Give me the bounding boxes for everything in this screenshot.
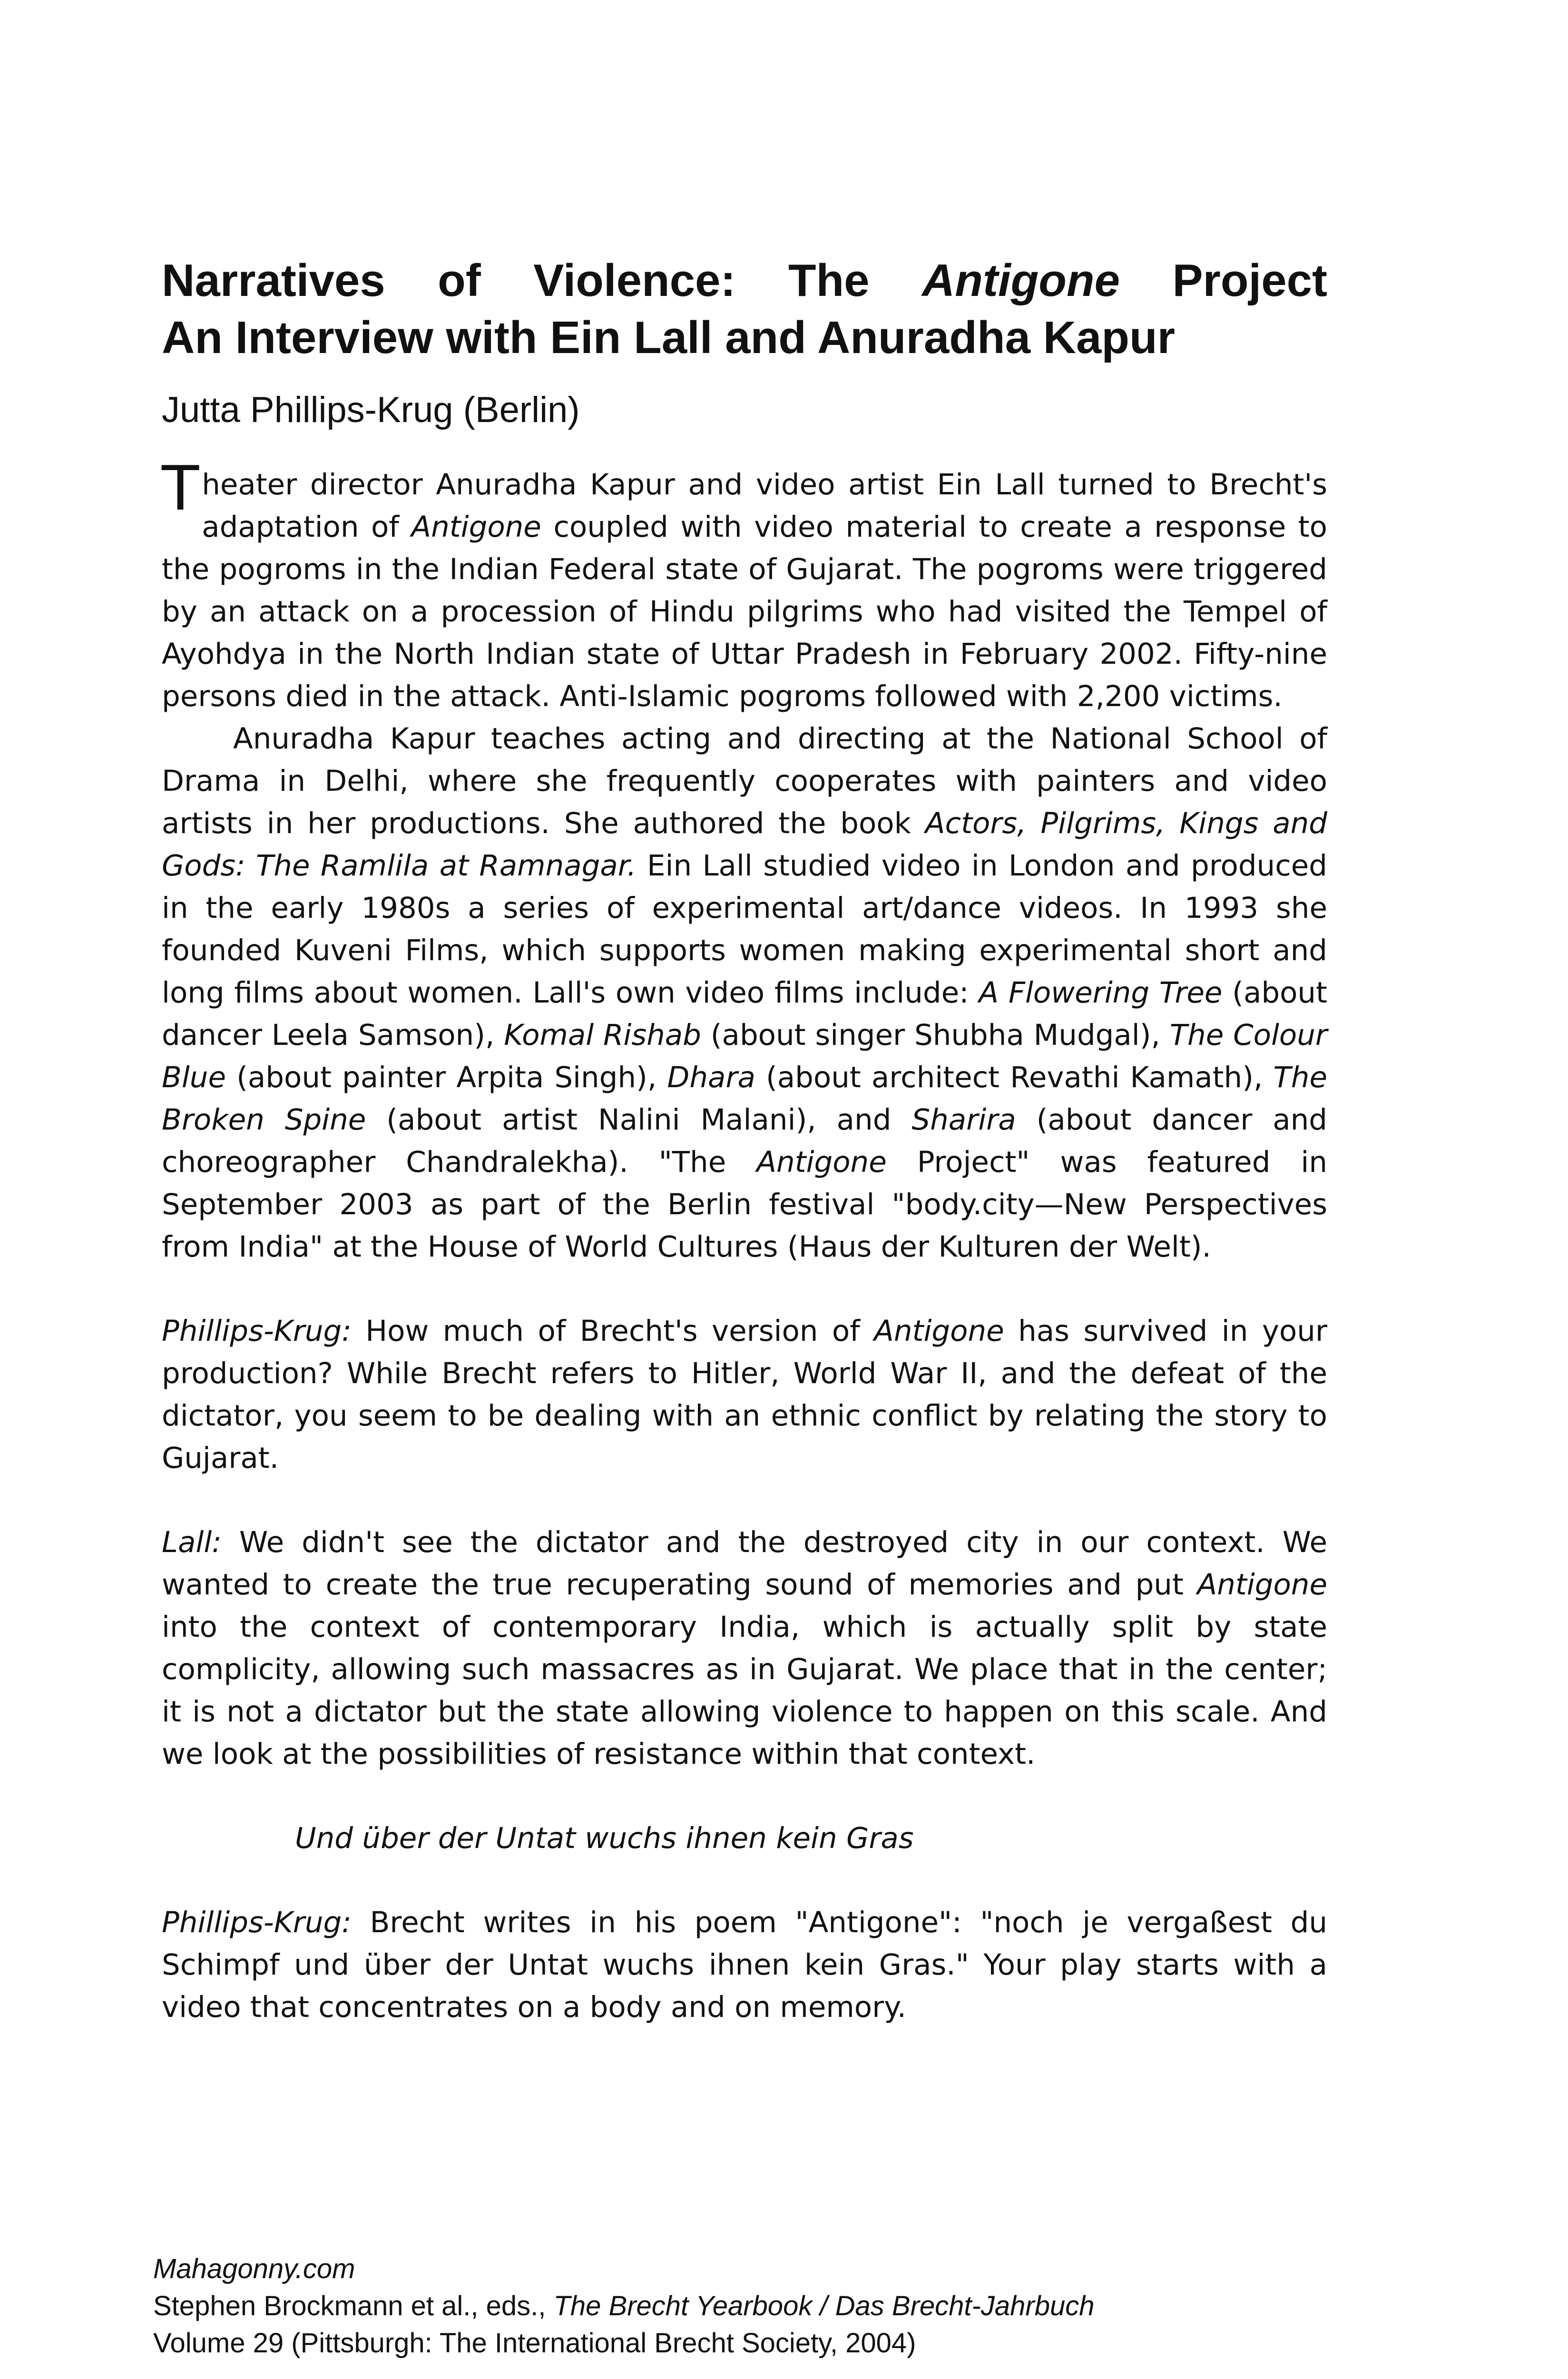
speaker-name: Lall: [162,1525,222,1559]
title-word-italic: Antigone [922,255,1120,306]
intro-paragraph-2: Anuradha Kapur teaches acting and directing at the National School of Drama in Delhi, where she frequently cooperates with painters and video artists in her productions. She authored the book Actors, Pilgrims, Kings and Gods: The Ramlila at Ramnagar. Ein Lall studied video in London and produced in the early 1980s a series of experimental art/dance videos. In 1993 she founded Kuveni Films, which supports women making experimental short and long films about women. Lall's own video films include: A Flowering Tree (about dancer Leela Samson), Komal Rishab (about singer Shubha Mudgal), The Colour Blue (about painter Arpita Singh), Dhara (about architect Revathi Kamath), The Broken Spine (about artist Nalini Malani), and Sharira (about dancer and choreographer Chandralekha). "The Antigone Project" was featured in September 2003 as part of the Berlin festival "body.city—New Perspectives from India" at the House of World Cultures (Haus der Kulturen der Welt). [162,722,1328,1264]
section-epigraph: Und über der Untat wuchs ihnen kein Gras [295,1821,914,1855]
spacer [162,1775,1327,1817]
spacer [162,1479,1327,1521]
footer-site: Mahagonny.com [153,2253,355,2284]
spacer [162,1268,1327,1310]
article-title-line-2: An Interview with Ein Lall and Anuradha Kapur [162,312,1175,363]
title-word: Project [1172,255,1327,306]
interview-question-2: Phillips-Krug: Brecht writes in his poem "Antigone": "noch je vergaßest du Schimpf und über der Untat wuchs ihnen kein Gras." Your play starts with a video that concentrates on a body and on memory. [162,1906,1327,2024]
article-title-line-1 [162,252,1327,309]
citation-footer [153,2251,1390,2362]
footer-citation-line-2: Volume 29 (Pittsburgh: The International Brecht Society, 2004) [153,2328,916,2359]
title-word: Violence: [533,255,736,306]
title-word: of [438,255,481,306]
article [162,252,1327,2028]
title-word: The [788,255,870,306]
author-byline: Jutta Phillips-Krug (Berlin) [162,390,580,430]
interview-answer-1: Lall: We didn't see the dictator and the destroyed city in our context. We wanted to create the true recuperating sound of memories and put Antigone into the context of contemporary India, which is actually split by state complicity, allowing such massacres as in Gujarat. We place that in the center; it is not a dictator but the state allowing violence to happen on this scale. And we look at the possibilities of resistance within that context. [162,1525,1327,1771]
drop-cap: T [162,453,199,524]
title-word: Narratives [162,255,385,306]
footer-citation-line-1: Stephen Brockmann et al., eds., The Brecht Yearbook / Das Brecht-Jahrbuch [153,2291,1095,2321]
interview-question-1: Phillips-Krug: How much of Brecht's version of Antigone has survived in your production? While Brecht refers to Hitler, World War II, and the defeat of the dictator, you seem to be dealing with an ethnic conflict by relating the story to Gujarat. [162,1314,1327,1475]
spacer [162,1859,1327,1901]
speaker-name: Phillips-Krug: [162,1314,352,1348]
intro-paragraph-1: Theater director Anuradha Kapur and video artist Ein Lall turned to Brecht's adaptation of Antigone coupled with video material to create a response to the pogroms in the Indian Federal state of Gujarat. The pogroms were triggered by an attack on a procession of Hindu pilgrims who had visited the Tempel of Ayohdya in the North Indian state of Uttar Pradesh in February 2002. Fifty-nine persons died in the attack. Anti-Islamic pogroms followed with 2,200 victims. [162,453,1327,713]
speaker-name: Phillips-Krug: [162,1906,352,1939]
